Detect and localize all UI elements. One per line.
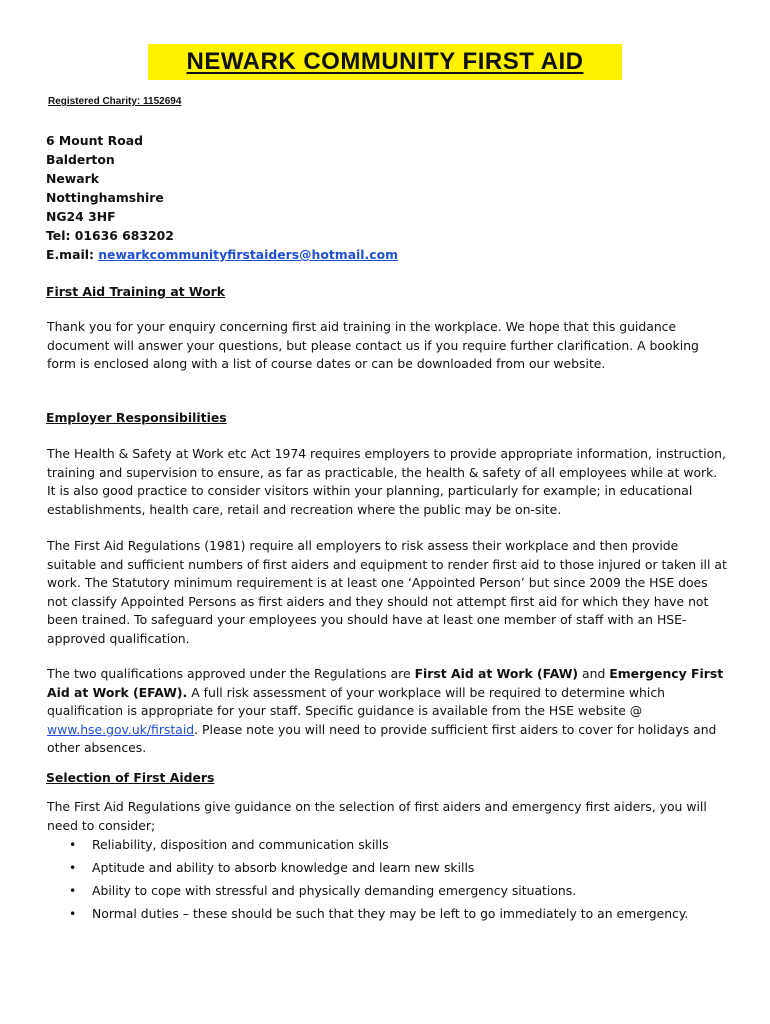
- address-line: Nottinghamshire: [46, 190, 164, 205]
- para3-text: A full risk assessment of your workplace will be required to determine which qualification is appropriate for your staff. Specific guidance is available from the HSE website @: [47, 684, 666, 719]
- address-line: Balderton: [46, 152, 115, 167]
- address-email-row: [46, 246, 398, 265]
- address-block: [46, 132, 398, 265]
- employer-paragraph-2: The First Aid Regulations (1981) require all employers to risk assess their workplace and then provide suitable and sufficient numbers of first aiders and equipment to render first aid to those injured or taken ill at work. The Statutory minimum requirement is at least one ‘Appointed Person’ but since 2009 the HSE does not classify Appointed Persons as first aiders and they should not attempt first aid for which they have not been trained. To safeguard your employees you should have at least one member of staff with an HSE- approved qualification.: [47, 538, 727, 646]
- list-item: [47, 905, 727, 928]
- selection-paragraph: The First Aid Regulations give guidance on the selection of first aiders and emergency first aiders, you will need to consider;: [47, 799, 707, 833]
- hse-link[interactable]: www.hse.gov.uk/firstaid: [47, 721, 195, 737]
- selection-bullet-list: [47, 836, 727, 928]
- para3-text: The two qualifications approved under the Regulations are: [47, 666, 415, 681]
- list-item: [47, 836, 727, 859]
- bullet-icon: •: [69, 906, 77, 921]
- address-postcode: NG24 3HF: [46, 209, 116, 224]
- list-item-text: Normal duties – these should be such that they may be left to go immediately to an emergency.: [92, 906, 689, 921]
- address-line: 6 Mount Road: [46, 133, 143, 148]
- email-link[interactable]: newarkcommunityfirstaiders@hotmail.com: [98, 247, 399, 262]
- charity-number: Registered Charity: 1152694: [48, 96, 182, 107]
- document-title: NEWARK COMMUNITY FIRST AID: [148, 44, 622, 80]
- list-item: [47, 882, 727, 905]
- address-line: Newark: [46, 171, 99, 186]
- section-heading-selection: Selection of First Aiders: [46, 770, 215, 785]
- para3-text: and: [578, 666, 610, 681]
- list-item-text: Ability to cope with stressful and physically demanding emergency situations.: [92, 883, 577, 898]
- para3-text: . Please note you will need to provide sufficient first aiders to cover for holidays and other absences.: [47, 721, 717, 756]
- employer-paragraph-1: The Health & Safety at Work etc Act 1974 requires employers to provide appropriate information, instruction, training and supervision to ensure, as far as practicable, the health & safety of all employees while at work. It is also good practice to consider visitors within your planning, particularly for example; in educational establishments, health care, retail and recreation where the public may be on-site.: [47, 446, 726, 517]
- section-heading-training: First Aid Training at Work: [46, 284, 226, 299]
- address-telephone: Tel: 01636 683202: [46, 228, 174, 243]
- intro-paragraph: Thank you for your enquiry concerning first aid training in the workplace. We hope that this guidance document will answer your questions, but please contact us if you require further clarification. A booking form is enclosed along with a list of course dates or can be downloaded from our website.: [47, 319, 699, 372]
- bullet-icon: •: [69, 860, 77, 875]
- list-item: [47, 859, 727, 882]
- email-label: E.mail:: [46, 247, 99, 262]
- employer-paragraph-3: [47, 665, 727, 758]
- bullet-icon: •: [69, 883, 77, 898]
- para3-efaw: Emergency First Aid at Work (EFAW).: [47, 666, 724, 700]
- bullet-icon: •: [69, 837, 77, 852]
- list-item-text: Reliability, disposition and communication skills: [92, 837, 389, 852]
- section-heading-employer: Employer Responsibilities: [46, 410, 227, 425]
- list-item-text: Aptitude and ability to absorb knowledge and learn new skills: [92, 860, 475, 875]
- para3-faw: First Aid at Work (FAW): [414, 666, 579, 681]
